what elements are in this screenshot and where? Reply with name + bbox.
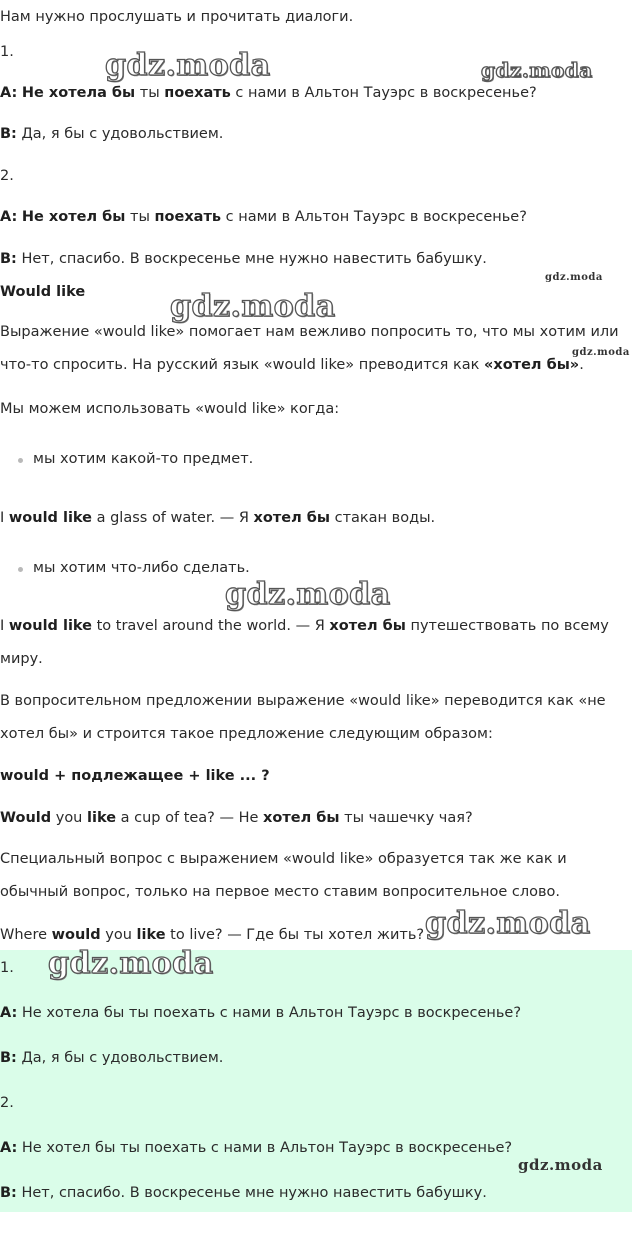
bullet-item-2: мы хотим что-либо сделать. bbox=[33, 560, 250, 576]
use-intro: Мы можем использовать «would like» когда: bbox=[0, 401, 340, 417]
watermark-logo: gdz.moda bbox=[545, 272, 603, 283]
answer-line-b1: B: Да, я бы с удовольствием. bbox=[0, 1050, 224, 1066]
intro-text: Нам нужно прослушать и прочитать диалоги. bbox=[0, 9, 354, 25]
dialog2-line-b: B: Нет, спасибо. В воскресенье мне нужно навестить бабушку. bbox=[0, 251, 487, 267]
dialog1-number: 1. bbox=[0, 44, 14, 60]
watermark-logo: gdz.moda bbox=[518, 1156, 603, 1174]
formula: would + подлежащее + like ... ? bbox=[0, 768, 270, 784]
dialog2-line-a: A: Не хотел бы ты поехать с нами в Альтон Тауэрс в воскресенье? bbox=[0, 209, 527, 225]
bullet-dot bbox=[18, 567, 23, 572]
special-question-explanation: Специальный вопрос с выражением «would like» образуется так же как и обычный вопрос, только на первое место ставим вопросительное слово. bbox=[0, 851, 567, 900]
watermark-logo: gdz.moda bbox=[225, 577, 391, 612]
watermark-logo: gdz.moda bbox=[572, 347, 630, 358]
watermark-logo: gdz.moda bbox=[105, 48, 271, 83]
example-3: Would you like a cup of tea? — Не хотел бы ты чашечку чая? bbox=[0, 810, 473, 826]
question-explanation: В вопросительном предложении выражение «would like» переводится как «не хотел бы» и строится такое предложение следующим образом: bbox=[0, 693, 606, 742]
dialog2-number: 2. bbox=[0, 168, 14, 184]
dialog1-line-b: B: Да, я бы с удовольствием. bbox=[0, 126, 224, 142]
answer-line-a2: A: Не хотел бы ты поехать с нами в Альтон Тауэрс в воскресенье? bbox=[0, 1140, 513, 1156]
grammar-explanation: Выражение «would like» помогает нам вежливо попросить то, что мы хотим или что-то спросить. На русский язык «would like» преводится как «хотел бы». bbox=[0, 324, 619, 373]
bullet-dot bbox=[18, 458, 23, 463]
answer-line-b2: B: Нет, спасибо. В воскресенье мне нужно навестить бабушку. bbox=[0, 1185, 487, 1201]
watermark-logo: gdz.moda bbox=[48, 946, 214, 981]
grammar-heading: Would like bbox=[0, 284, 86, 300]
watermark-logo: gdz.moda bbox=[481, 58, 593, 82]
example-2: I would like to travel around the world. — Я хотел бы путешествовать по всему миру. bbox=[0, 618, 609, 667]
answer-number-2: 2. bbox=[0, 1095, 14, 1111]
dialog1-line-a: A: Не хотела бы ты поехать с нами в Альтон Тауэрс в воскресенье? bbox=[0, 85, 537, 101]
answer-line-a1: A: Не хотела бы ты поехать с нами в Альтон Тауэрс в воскресенье? bbox=[0, 1005, 522, 1021]
example-1: I would like a glass of water. — Я хотел бы стакан воды. bbox=[0, 510, 436, 526]
bullet-item-1: мы хотим какой-то предмет. bbox=[33, 451, 254, 467]
answer-number-1: 1. bbox=[0, 960, 14, 976]
example-4: Where would you like to live? — Где бы ты хотел жить? bbox=[0, 927, 425, 943]
watermark-logo: gdz.moda bbox=[170, 289, 336, 324]
watermark-logo: gdz.moda bbox=[425, 906, 591, 941]
